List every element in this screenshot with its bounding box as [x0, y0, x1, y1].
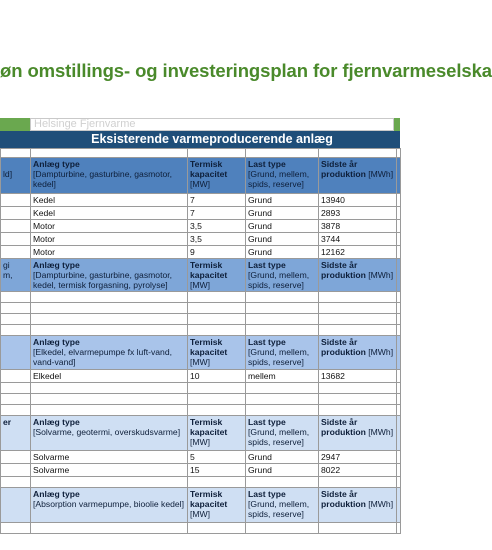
- cell[interactable]: 3878: [319, 220, 397, 233]
- cell-desc: [MWh]: [368, 499, 394, 509]
- cell[interactable]: [188, 303, 246, 314]
- cell-text: er: [3, 417, 12, 427]
- cell: [246, 336, 319, 370]
- table-row: [1, 246, 401, 259]
- table-row: [1, 194, 401, 207]
- table-row: [1, 314, 401, 325]
- green-header-left: [0, 118, 30, 131]
- cell[interactable]: 12162: [319, 246, 397, 259]
- cell-title: Sidste år produktion: [321, 159, 366, 179]
- cell[interactable]: 15: [188, 464, 246, 477]
- table-row: [1, 477, 401, 488]
- section-banner-left: [0, 131, 30, 148]
- cell[interactable]: Motor: [31, 246, 188, 259]
- cell[interactable]: 13940: [319, 194, 397, 207]
- table-row: [1, 523, 401, 534]
- cell[interactable]: [319, 394, 397, 405]
- cell[interactable]: Grund: [246, 220, 319, 233]
- cell[interactable]: 8022: [319, 464, 397, 477]
- cell[interactable]: 3,5: [188, 233, 246, 246]
- cell[interactable]: [246, 383, 319, 394]
- cell[interactable]: [31, 292, 188, 303]
- cell-title: Termisk kapacitet: [190, 260, 228, 280]
- cell[interactable]: Grund: [246, 464, 319, 477]
- cell[interactable]: 7: [188, 194, 246, 207]
- cell-desc: [MW]: [190, 437, 211, 447]
- table-row: [1, 149, 401, 158]
- cell-title: Sidste år produktion: [321, 260, 366, 280]
- section-banner-right: [394, 131, 400, 148]
- cell-desc: [Grund, mellem, spids, reserve]: [248, 270, 310, 290]
- cell: [1, 416, 31, 451]
- cell[interactable]: [31, 314, 188, 325]
- cell: [188, 488, 246, 523]
- green-header-right: [394, 118, 400, 131]
- cell[interactable]: 3744: [319, 233, 397, 246]
- table-row: [1, 394, 401, 405]
- table-row: [1, 220, 401, 233]
- cell-title: Sidste år produktion: [321, 417, 366, 437]
- table-row: [1, 233, 401, 246]
- cell: [397, 416, 401, 451]
- cell-desc: [Grund, mellem, spids, reserve]: [248, 499, 310, 519]
- cell[interactable]: Motor: [31, 233, 188, 246]
- cell: [31, 416, 188, 451]
- cell[interactable]: [246, 314, 319, 325]
- table-row: [1, 464, 401, 477]
- cell-title: Termisk kapacitet: [190, 489, 228, 509]
- cell: [1, 336, 31, 370]
- cell-desc: [MW]: [190, 509, 211, 519]
- cell[interactable]: [246, 292, 319, 303]
- cell: [31, 158, 188, 194]
- cell-title: Anlæg type: [33, 337, 80, 347]
- cell[interactable]: [319, 383, 397, 394]
- cell-desc: [MWh]: [368, 427, 394, 437]
- cell: [319, 259, 397, 292]
- page-title: øn omstillings- og investeringsplan for fjernvarmeselska: [0, 60, 492, 81]
- cell: [188, 259, 246, 292]
- cell-title: Anlæg type: [33, 489, 80, 499]
- cell[interactable]: [246, 303, 319, 314]
- cell[interactable]: Grund: [246, 233, 319, 246]
- cell[interactable]: 10: [188, 370, 246, 383]
- table-row: [1, 370, 401, 383]
- cell-title: Termisk kapacitet: [190, 337, 228, 357]
- cell: [246, 259, 319, 292]
- section-title: Eksisterende varmeproducerende anlæg: [30, 131, 394, 148]
- cell-desc: [MW]: [190, 357, 211, 367]
- cell-desc: [Grund, mellem, spids, reserve]: [248, 427, 310, 447]
- cell-title: Last type: [248, 337, 286, 347]
- table-row: [1, 207, 401, 220]
- cell: [31, 259, 188, 292]
- cell-title: Sidste år produktion: [321, 489, 366, 509]
- cell[interactable]: 2947: [319, 451, 397, 464]
- cell-desc: [Solvarme, geotermi, overskudsvarme]: [33, 427, 181, 437]
- cell: [397, 259, 401, 292]
- cell: [319, 488, 397, 523]
- cell[interactable]: Elkedel: [31, 370, 188, 383]
- cell[interactable]: [319, 292, 397, 303]
- cell[interactable]: Motor: [31, 220, 188, 233]
- cell-desc: [MWh]: [368, 347, 394, 357]
- table-row: [1, 292, 401, 303]
- cell[interactable]: 9: [188, 246, 246, 259]
- cell[interactable]: [246, 394, 319, 405]
- cell[interactable]: [319, 314, 397, 325]
- cell[interactable]: 2893: [319, 207, 397, 220]
- cell[interactable]: [319, 523, 397, 534]
- cell: [319, 336, 397, 370]
- plant-name-cell[interactable]: Helsinge Fjernvarme: [30, 118, 394, 131]
- cell[interactable]: [188, 523, 246, 534]
- cell: [1, 158, 31, 194]
- cell-desc: [Grund, mellem, spids, reserve]: [248, 347, 310, 367]
- cell: [319, 416, 397, 451]
- cell: [319, 158, 397, 194]
- header-row-fossil: [1, 158, 401, 194]
- cell[interactable]: Grund: [246, 246, 319, 259]
- header-row-bio: [1, 259, 401, 292]
- cell: [188, 336, 246, 370]
- cell[interactable]: 5: [188, 451, 246, 464]
- cell[interactable]: [319, 303, 397, 314]
- cell-text: ld]: [3, 169, 13, 179]
- header-row-renewable: [1, 416, 401, 451]
- cell-text: gi: [3, 260, 10, 270]
- cell[interactable]: [188, 292, 246, 303]
- cell[interactable]: mellem: [246, 370, 319, 383]
- cell: [188, 158, 246, 194]
- cell[interactable]: Kedel: [31, 194, 188, 207]
- cell[interactable]: Grund: [246, 207, 319, 220]
- cell[interactable]: [246, 523, 319, 534]
- cell[interactable]: Solvarme: [31, 451, 188, 464]
- table-row: [1, 383, 401, 394]
- cell-title: Last type: [248, 159, 286, 169]
- cell[interactable]: 7: [188, 207, 246, 220]
- cell-desc: [MWh]: [368, 169, 394, 179]
- cell-desc: [MW]: [190, 179, 211, 189]
- header-row-other: [1, 488, 401, 523]
- cell-title: Anlæg type: [33, 417, 80, 427]
- table-row: [1, 405, 401, 416]
- cell: [31, 488, 188, 523]
- cell[interactable]: [31, 394, 188, 405]
- table-row: [1, 325, 401, 336]
- table-row: [1, 303, 401, 314]
- cell-desc: [Grund, mellem, spids, reserve]: [248, 169, 310, 189]
- cell-desc: [Elkedel, elvarmepumpe fx luft-vand, vand-vand]: [33, 347, 172, 367]
- cell[interactable]: 13682: [319, 370, 397, 383]
- cell: [188, 416, 246, 451]
- cell: [246, 416, 319, 451]
- cell-desc: [MWh]: [368, 270, 394, 280]
- cell: [397, 336, 401, 370]
- cell-title: Last type: [248, 417, 286, 427]
- cell-title: Anlæg type: [33, 260, 80, 270]
- cell[interactable]: [188, 394, 246, 405]
- cell-desc: [MW]: [190, 280, 211, 290]
- cell-title: Termisk kapacitet: [190, 159, 228, 179]
- cell-desc: [Absorption varmepumpe, bioolie kedel]: [33, 499, 184, 509]
- cell[interactable]: [31, 303, 188, 314]
- cell[interactable]: Solvarme: [31, 464, 188, 477]
- cell: [31, 336, 188, 370]
- cell[interactable]: Grund: [246, 194, 319, 207]
- cell[interactable]: Grund: [246, 451, 319, 464]
- cell-title: Sidste år produktion: [321, 337, 366, 357]
- cell-desc: [Dampturbine, gasturbine, gasmotor, kedel]: [33, 169, 173, 189]
- cell: [246, 488, 319, 523]
- cell: [397, 158, 401, 194]
- header-row-electric: [1, 336, 401, 370]
- table-row: [1, 451, 401, 464]
- cell-title: Last type: [248, 260, 286, 270]
- cell-text: m,: [3, 270, 13, 280]
- cell-desc: [Dampturbine, gasturbine, gasmotor, kedel, termisk forgasning, pyrolyse]: [33, 270, 173, 290]
- cell[interactable]: [188, 383, 246, 394]
- cell-title: Termisk kapacitet: [190, 417, 228, 437]
- cell[interactable]: Kedel: [31, 207, 188, 220]
- cell-title: Anlæg type: [33, 159, 80, 169]
- cell: [397, 488, 401, 523]
- cell: [246, 158, 319, 194]
- plant-table: [0, 148, 401, 534]
- cell-title: Last type: [248, 489, 286, 499]
- cell[interactable]: 3,5: [188, 220, 246, 233]
- cell: [1, 259, 31, 292]
- cell[interactable]: [31, 523, 188, 534]
- cell: [1, 488, 31, 523]
- cell[interactable]: [31, 383, 188, 394]
- cell[interactable]: [188, 314, 246, 325]
